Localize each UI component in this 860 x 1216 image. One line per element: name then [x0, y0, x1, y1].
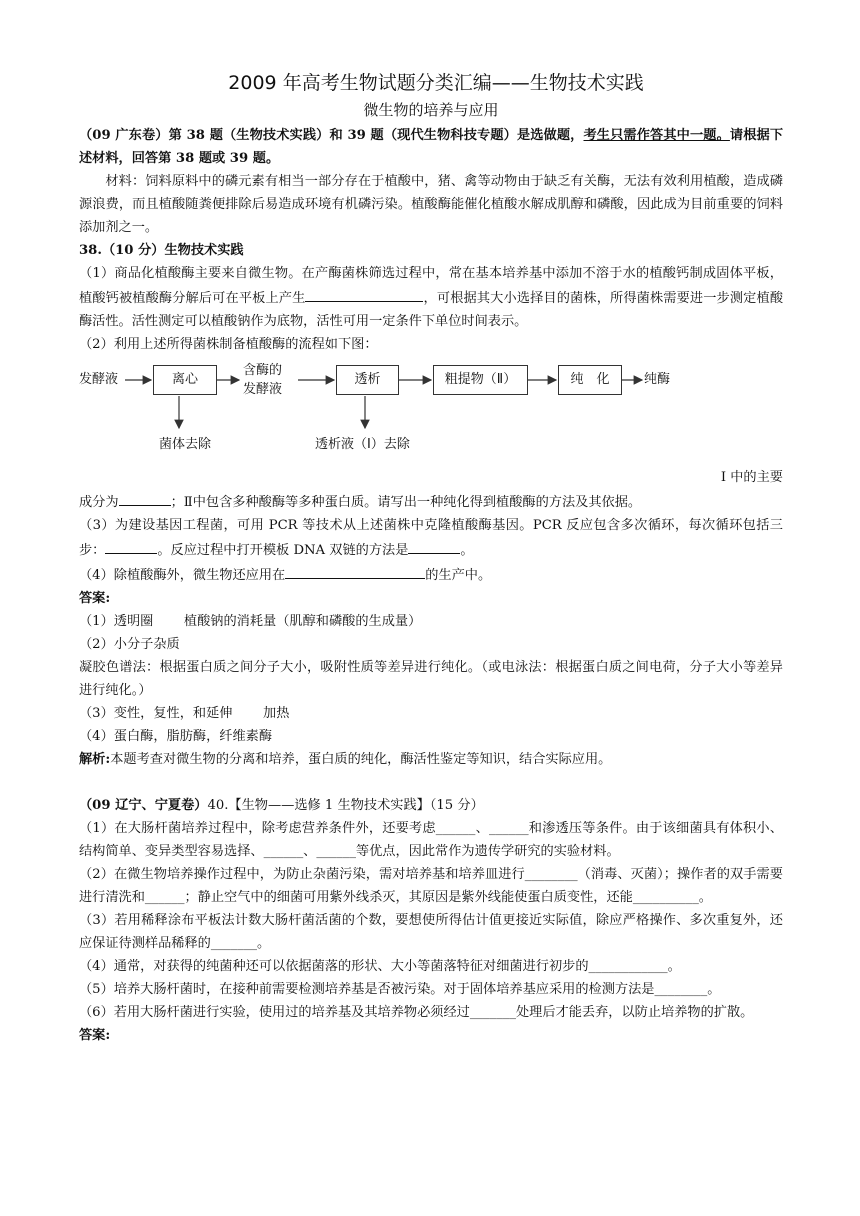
- flow-diagram: [79, 356, 783, 466]
- q38-part1: （1）商品化植酸酶主要来自微生物。在产酶菌株筛选过程中，常在基本培养基中添加不溶于水的植酸钙制成固体平板，植酸钙被植酸酶分解后可在平板上产生 ，可根据其大小选择目的菌株，所得菌株需要进一步测定植酸酶活性。活性测定可以植酸钠作为底物，活性可用一定条件下单位时间表示。: [79, 266, 784, 329]
- q1-analysis: 解析:本题考查对微生物的分离和培养，蛋白质的纯化，酶活性鉴定等知识，结合实际应用。: [79, 752, 612, 767]
- flow-centrifuge-box: 离心: [153, 365, 217, 395]
- page-title: 2009 年高考生物试题分类汇编——生物技术实践: [228, 72, 644, 94]
- q2-answer-label: 答案:: [79, 1028, 111, 1043]
- flow-dialysis-box: 透析: [336, 365, 399, 395]
- q2-part2: （2）在微生物培养操作过程中，为防止杂菌污染，需对培养基和培养皿进行________（消毒、灭菌）；操作者的双手需要进行清洗和______；静止空气中的细菌可用紫外线杀灭，其原因是紫外线能使蛋白质变性，还能__________。: [79, 867, 783, 905]
- q1-header-underlined: 考生只需作答其中一题。: [583, 128, 730, 143]
- answer-blank: [285, 562, 425, 579]
- flow-end-label: 纯酶: [644, 372, 671, 387]
- q1-header: （09 广东卷）第 38 题（生物技术实践）和 39 题（现代生物科技专题）是选做题，考生只需作答其中一题。请根据下述材料，回答第 38 题或 39 题。: [79, 128, 784, 166]
- q38-part3: （3）为建设基因工程菌，可用 PCR 等技术从上述菌株中克隆植酸酶基因。PCR 反应包含多次循环，每次循环包括三步： 。反应过程中打开模板 DNA 双链的方法是 。: [79, 518, 783, 558]
- document-page: [79, 68, 783, 1047]
- flow-purify-box: 纯 化: [558, 365, 622, 395]
- q38-part2-continued-right: Ⅰ 中的主要: [720, 470, 783, 485]
- q38-heading: 38.（10 分）生物技术实践: [79, 243, 244, 258]
- q38-part2: （2）利用上述所得菌株制备植酸酶的流程如下图：: [79, 337, 378, 352]
- q38-part2-continued: 成分为 ；Ⅱ中包含多种酸酶等多种蛋白质。请写出一种纯化得到植酸酶的方法及其依据。: [79, 489, 783, 514]
- q1-material: 材料：饲料原料中的磷元素有相当一部分存在于植酸中，猪、禽等动物由于缺乏有关酶，无法有效利用植酸，造成磷源浪费，而且植酸随粪便排除后易造成环境有机磷污染。植酸酶能催化植酸水解成肌醇和磷酸，因此成为目前重要的饲料添加剂之一。: [79, 174, 783, 235]
- answer-blank: [305, 285, 423, 302]
- q2-part5: （5）培养大肠杆菌时，在接种前需要检测培养基是否被污染。对于固体培养基应采用的检测方法是________。: [79, 982, 721, 997]
- page-subtitle: 微生物的培养与应用: [363, 101, 499, 119]
- answer-blank: [119, 489, 171, 506]
- flow-start-label: 发酵液: [79, 372, 119, 387]
- answer-blank: [408, 537, 460, 554]
- flow-contain-label-2: 发酵液: [243, 382, 283, 397]
- flow-contain-label-1: 含酶的: [243, 363, 283, 378]
- q1-answer-2-detail: 凝胶色谱法：根据蛋白质之间分子大小，吸附性质等差异进行纯化。（或电泳法：根据蛋白质之间电荷，分子大小等差异进行纯化。）: [79, 660, 783, 698]
- q2-part6: （6）若用大肠杆菌进行实验，使用过的培养基及其培养物必须经过_______处理后才能丢弃，以防止培养物的扩散。: [79, 1005, 754, 1020]
- q1-answer-2: （2）小分子杂质: [79, 637, 180, 652]
- flow-removed-label-2: 透析液（Ⅰ）去除: [315, 437, 410, 452]
- flow-crude-box: 粗提物（Ⅱ）: [433, 365, 528, 395]
- answer-blank: [105, 537, 157, 554]
- section-spacer: [79, 771, 783, 794]
- q2-part3: （3）若用稀释涂布平板法计数大肠杆菌活菌的个数，要想使所得估计值更接近实际值，除应严格操作、多次重复外，还应保证待测样品稀释的_______。: [79, 913, 783, 951]
- q1-answer-4: （4）蛋白酶，脂肪酶，纤维素酶: [79, 729, 273, 744]
- q1-answer-label: 答案:: [79, 591, 111, 606]
- q2-part1: （1）在大肠杆菌培养过程中，除考虑营养条件外，还要考虑______、______和渗透压等条件。由于该细菌具有体积小、结构简单、变异类型容易选择、______、______等优点，因此常作为遗传学研究的实验材料。: [79, 821, 783, 859]
- q38-part4: （4）除植酸酶外，微生物还应用在 的生产中。: [79, 562, 783, 587]
- flow-removed-label-1: 菌体去除: [159, 437, 212, 452]
- q2-part4: （4）通常，对获得的纯菌种还可以依据菌落的形状、大小等菌落特征对细菌进行初步的____________。: [79, 959, 681, 974]
- q2-header: （09 辽宁、宁夏卷）40.【生物——选修 1 生物技术实践】（15 分）: [79, 798, 484, 813]
- q1-answer-3: （3）变性，复性，和延伸 加热: [79, 706, 290, 721]
- q1-answer-1: （1）透明圈 植酸钠的消耗量（肌醇和磷酸的生成量）: [79, 614, 422, 629]
